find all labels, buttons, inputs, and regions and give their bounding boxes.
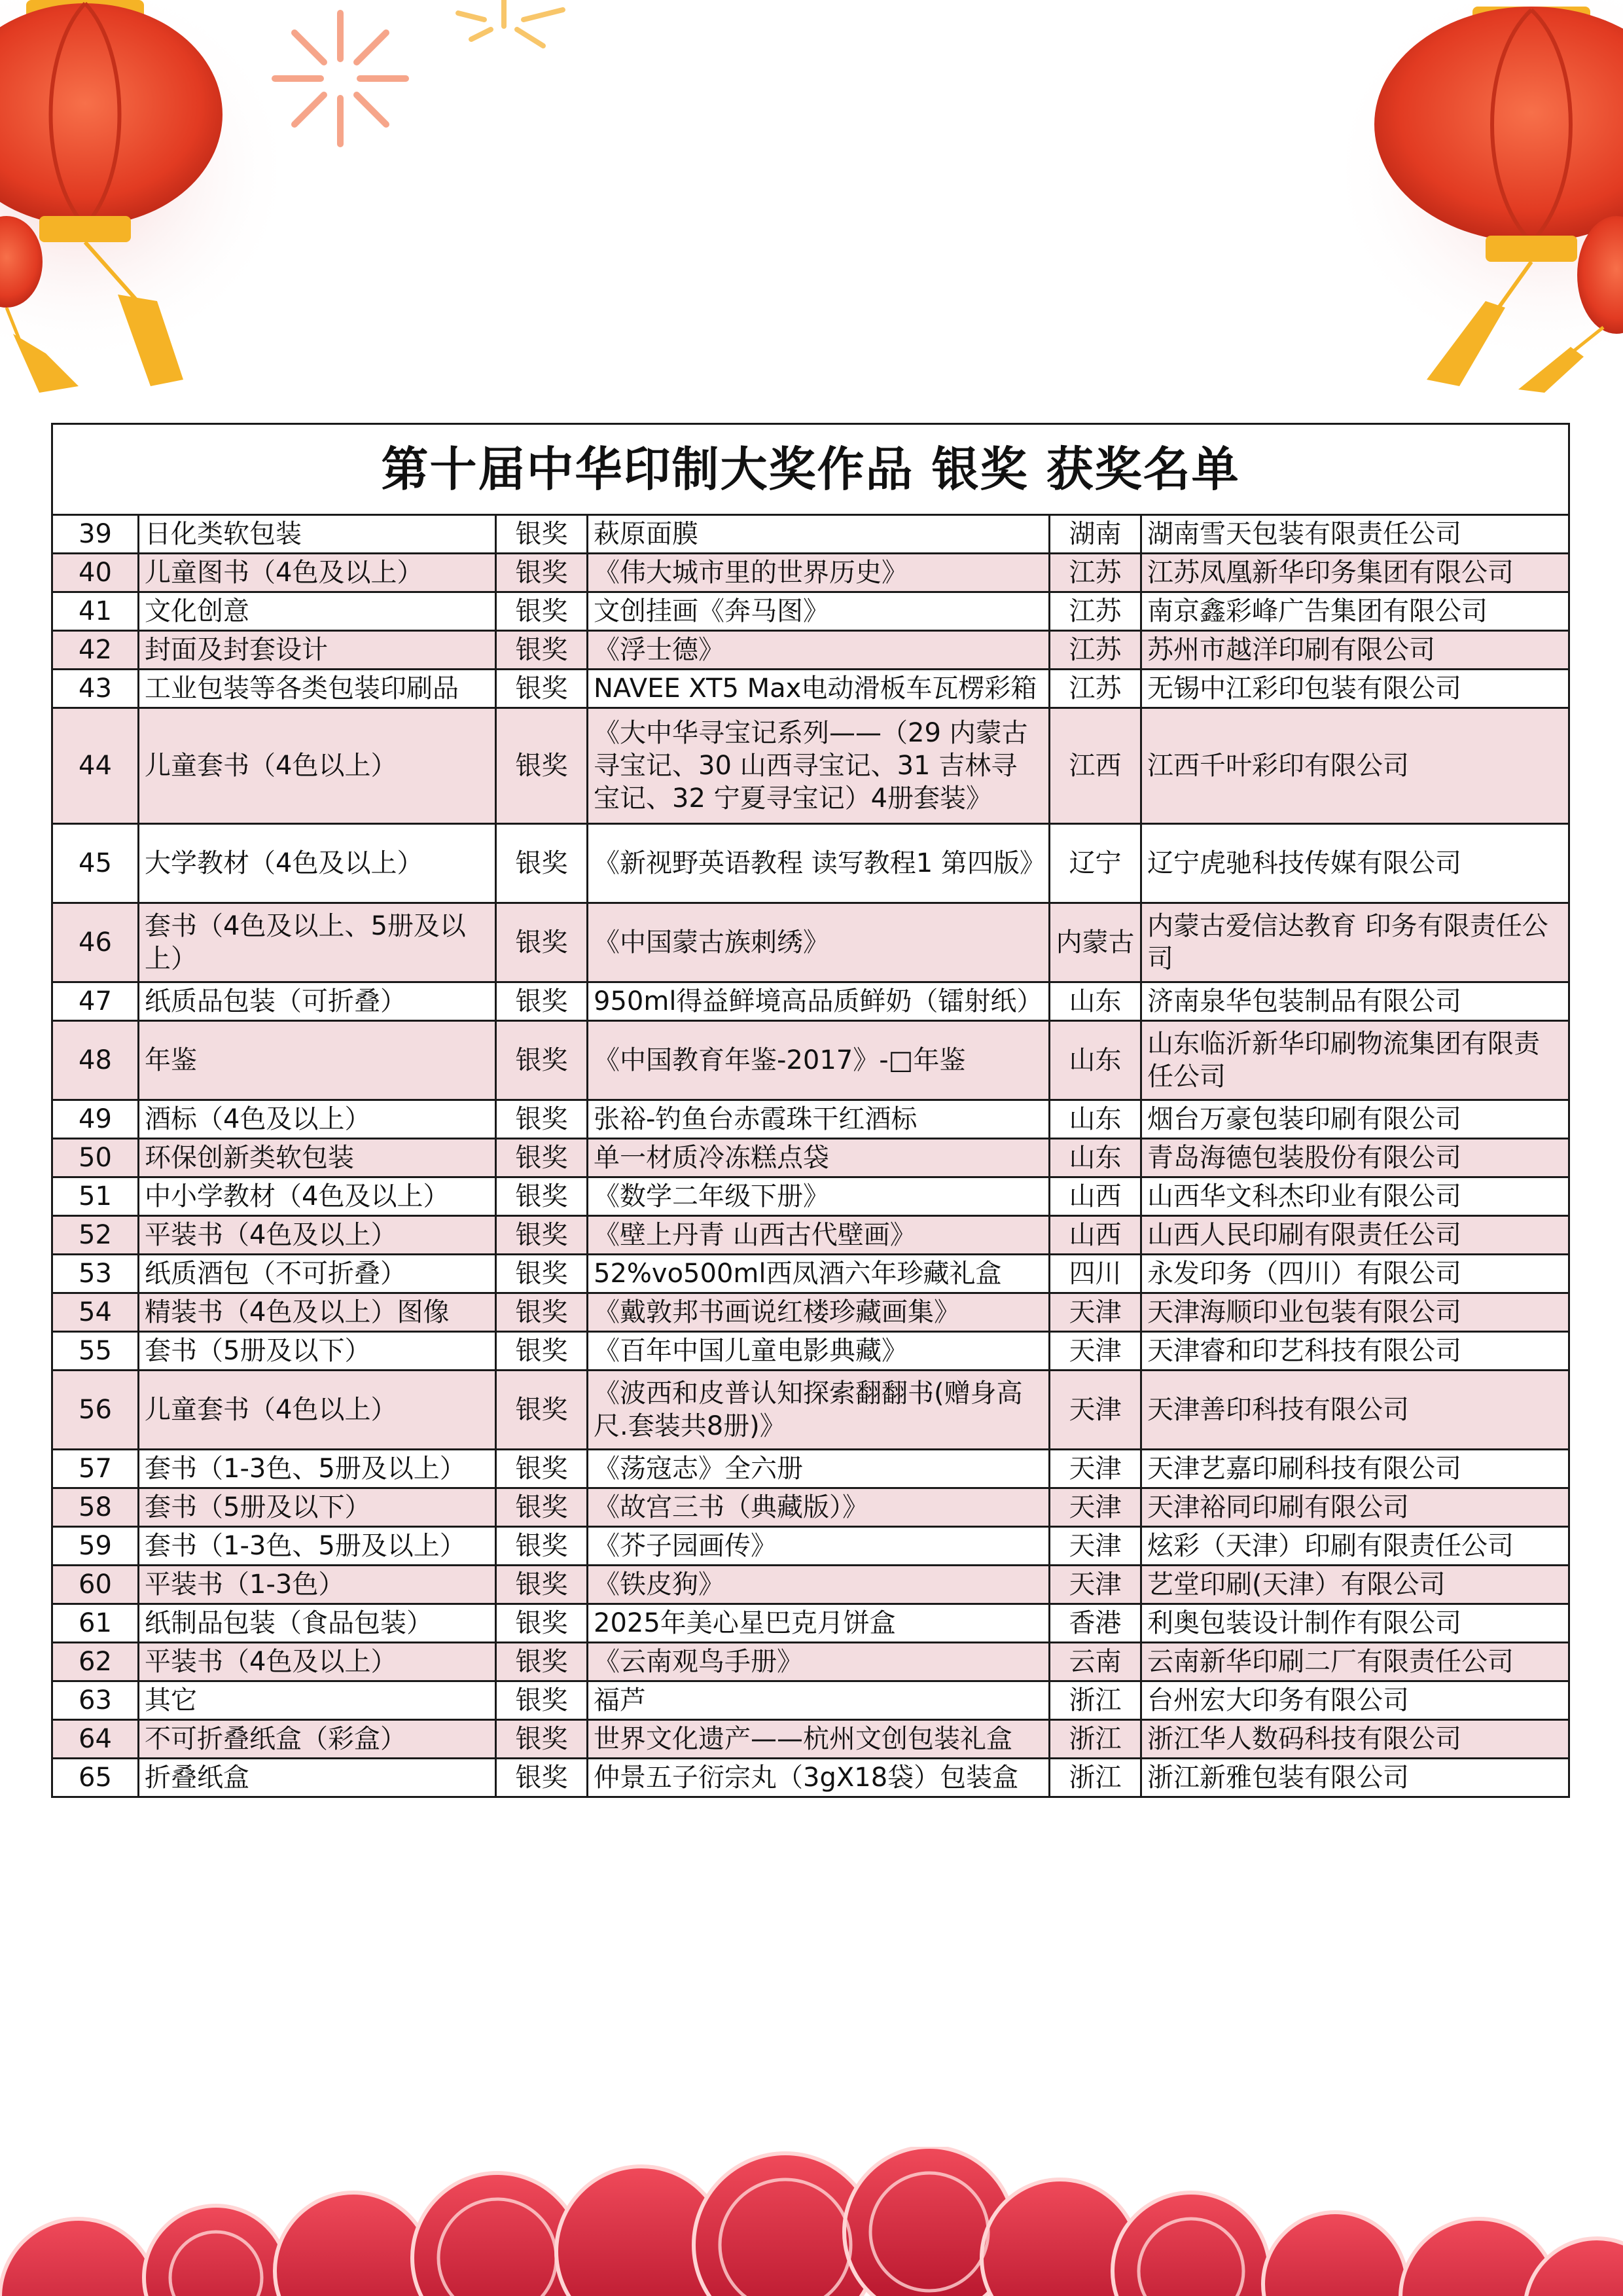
cell-number: 57 <box>52 1450 139 1488</box>
cell-award: 银奖 <box>496 982 588 1021</box>
cell-work: 950ml得益鲜境高品质鲜奶（镭射纸） <box>588 982 1050 1021</box>
bottom-cloud-decoration <box>0 2147 1623 2296</box>
cell-category: 平装书（4色及以上） <box>139 1216 496 1255</box>
cell-company: 无锡中江彩印包装有限公司 <box>1141 670 1569 708</box>
table-row <box>52 1177 1569 1216</box>
cell-company: 辽宁虎驰科技传媒有限公司 <box>1141 824 1569 903</box>
table-row <box>52 824 1569 903</box>
cell-award: 银奖 <box>496 670 588 708</box>
cell-region: 天津 <box>1050 1566 1141 1604</box>
award-table <box>51 423 1570 1798</box>
cell-number: 51 <box>52 1177 139 1216</box>
table-row <box>52 515 1569 554</box>
cell-category: 纸质品包装（可折叠） <box>139 982 496 1021</box>
cell-award: 银奖 <box>496 1216 588 1255</box>
cell-region: 四川 <box>1050 1255 1141 1293</box>
cell-award: 银奖 <box>496 1643 588 1681</box>
cell-work: 《数学二年级下册》 <box>588 1177 1050 1216</box>
cell-company: 浙江新雅包装有限公司 <box>1141 1759 1569 1797</box>
cell-company: 艺堂印刷(天津）有限公司 <box>1141 1566 1569 1604</box>
cell-work: 单一材质冷冻糕点袋 <box>588 1139 1050 1177</box>
cell-region: 江苏 <box>1050 554 1141 592</box>
cell-award: 银奖 <box>496 515 588 554</box>
cell-region: 山西 <box>1050 1177 1141 1216</box>
cell-region: 浙江 <box>1050 1681 1141 1720</box>
cell-company: 内蒙古爱信达教育 印务有限责任公司 <box>1141 903 1569 982</box>
table-row <box>52 1255 1569 1293</box>
table-row <box>52 982 1569 1021</box>
cell-category: 套书（5册及以下） <box>139 1488 496 1527</box>
cell-category: 儿童套书（4色以上） <box>139 1371 496 1450</box>
cell-work: 《新视野英语教程 读写教程1 第四版》 <box>588 824 1050 903</box>
table-row <box>52 1488 1569 1527</box>
cell-category: 封面及封套设计 <box>139 631 496 670</box>
cell-category: 其它 <box>139 1681 496 1720</box>
cell-company: 苏州市越洋印刷有限公司 <box>1141 631 1569 670</box>
cell-number: 54 <box>52 1293 139 1332</box>
cell-number: 52 <box>52 1216 139 1255</box>
cell-award: 银奖 <box>496 1566 588 1604</box>
cell-category: 年鉴 <box>139 1021 496 1100</box>
cell-company: 云南新华印刷二厂有限责任公司 <box>1141 1643 1569 1681</box>
cloud-icon <box>0 2147 1623 2296</box>
cell-work: 萩原面膜 <box>588 515 1050 554</box>
cell-region: 天津 <box>1050 1332 1141 1371</box>
cell-work: 文创挂画《奔马图》 <box>588 592 1050 631</box>
cell-company: 青岛海德包装股份有限公司 <box>1141 1139 1569 1177</box>
cell-work: NAVEE XT5 Max电动滑板车瓦楞彩箱 <box>588 670 1050 708</box>
cell-company: 山东临沂新华印刷物流集团有限责任公司 <box>1141 1021 1569 1100</box>
cell-number: 49 <box>52 1100 139 1139</box>
cell-work: 世界文化遗产——杭州文创包装礼盒 <box>588 1720 1050 1759</box>
cell-category: 日化类软包装 <box>139 515 496 554</box>
cell-region: 江苏 <box>1050 670 1141 708</box>
table-row <box>52 1759 1569 1797</box>
cell-category: 大学教材（4色及以上） <box>139 824 496 903</box>
cell-work: 《铁皮狗》 <box>588 1566 1050 1604</box>
cell-work: 《芥子园画传》 <box>588 1527 1050 1566</box>
cell-award: 银奖 <box>496 1100 588 1139</box>
cell-number: 65 <box>52 1759 139 1797</box>
cell-region: 湖南 <box>1050 515 1141 554</box>
cell-award: 银奖 <box>496 1681 588 1720</box>
cell-work: 《百年中国儿童电影典藏》 <box>588 1332 1050 1371</box>
cell-category: 文化创意 <box>139 592 496 631</box>
cell-company: 天津善印科技有限公司 <box>1141 1371 1569 1450</box>
cell-award: 银奖 <box>496 1488 588 1527</box>
table-row <box>52 1527 1569 1566</box>
cell-work: 《大中华寻宝记系列——（29 内蒙古寻宝记、30 山西寻宝记、31 吉林寻宝记、32 宁夏寻宝记）4册套装》 <box>588 708 1050 824</box>
cell-category: 纸质酒包（不可折叠） <box>139 1255 496 1293</box>
cell-number: 47 <box>52 982 139 1021</box>
cell-company: 天津裕同印刷有限公司 <box>1141 1488 1569 1527</box>
cell-award: 银奖 <box>496 1527 588 1566</box>
cell-region: 山东 <box>1050 1100 1141 1139</box>
cell-region: 天津 <box>1050 1527 1141 1566</box>
cell-region: 山东 <box>1050 1139 1141 1177</box>
cell-award: 银奖 <box>496 631 588 670</box>
cell-work: 仲景五子衍宗丸（3gX18袋）包装盒 <box>588 1759 1050 1797</box>
cell-company: 南京鑫彩峰广告集团有限公司 <box>1141 592 1569 631</box>
cell-region: 浙江 <box>1050 1759 1141 1797</box>
cell-region: 江苏 <box>1050 631 1141 670</box>
cell-category: 酒标（4色及以上） <box>139 1100 496 1139</box>
firework-icon <box>458 0 563 46</box>
cell-category: 儿童套书（4色以上） <box>139 708 496 824</box>
table-row <box>52 1139 1569 1177</box>
table-row <box>52 670 1569 708</box>
cell-award: 银奖 <box>496 1371 588 1450</box>
cell-number: 46 <box>52 903 139 982</box>
cell-category: 套书（1-3色、5册及以上） <box>139 1527 496 1566</box>
cell-company: 烟台万豪包装印刷有限公司 <box>1141 1100 1569 1139</box>
cell-company: 湖南雪天包装有限责任公司 <box>1141 515 1569 554</box>
cell-award: 银奖 <box>496 554 588 592</box>
cell-work: 《伟大城市里的世界历史》 <box>588 554 1050 592</box>
cell-number: 41 <box>52 592 139 631</box>
cell-number: 53 <box>52 1255 139 1293</box>
cell-category: 精装书（4色及以上）图像 <box>139 1293 496 1332</box>
cell-award: 银奖 <box>496 903 588 982</box>
cell-region: 天津 <box>1050 1371 1141 1450</box>
cell-number: 61 <box>52 1604 139 1643</box>
table-row <box>52 1681 1569 1720</box>
cell-region: 天津 <box>1050 1488 1141 1527</box>
cell-company: 炫彩（天津）印刷有限责任公司 <box>1141 1527 1569 1566</box>
cell-work: 《戴敦邦书画说红楼珍藏画集》 <box>588 1293 1050 1332</box>
cell-company: 山西华文科杰印业有限公司 <box>1141 1177 1569 1216</box>
cell-award: 银奖 <box>496 708 588 824</box>
cell-work: 张裕-钓鱼台赤霞珠干红酒标 <box>588 1100 1050 1139</box>
table-row <box>52 1720 1569 1759</box>
cell-category: 环保创新类软包装 <box>139 1139 496 1177</box>
table-row <box>52 1604 1569 1643</box>
cell-company: 江苏凤凰新华印务集团有限公司 <box>1141 554 1569 592</box>
cell-region: 辽宁 <box>1050 824 1141 903</box>
cell-work: 《中国蒙古族刺绣》 <box>588 903 1050 982</box>
top-lantern-decoration <box>0 0 1623 419</box>
table-row <box>52 592 1569 631</box>
cell-company: 浙江华人数码科技有限公司 <box>1141 1720 1569 1759</box>
cell-number: 45 <box>52 824 139 903</box>
cell-region: 内蒙古 <box>1050 903 1141 982</box>
cell-work: 《故宫三书（典藏版）》 <box>588 1488 1050 1527</box>
table-row <box>52 631 1569 670</box>
table-row <box>52 1450 1569 1488</box>
cell-award: 银奖 <box>496 1021 588 1100</box>
cell-category: 平装书（4色及以上） <box>139 1643 496 1681</box>
table-row <box>52 1643 1569 1681</box>
cell-work: 《壁上丹青 山西古代壁画》 <box>588 1216 1050 1255</box>
cell-region: 云南 <box>1050 1643 1141 1681</box>
cell-company: 山西人民印刷有限责任公司 <box>1141 1216 1569 1255</box>
cell-category: 套书（1-3色、5册及以上） <box>139 1450 496 1488</box>
cell-region: 山西 <box>1050 1216 1141 1255</box>
cell-number: 60 <box>52 1566 139 1604</box>
cell-category: 纸制品包装（食品包装） <box>139 1604 496 1643</box>
cell-award: 银奖 <box>496 824 588 903</box>
cell-company: 天津睿和印艺科技有限公司 <box>1141 1332 1569 1371</box>
cell-work: 《荡寇志》全六册 <box>588 1450 1050 1488</box>
cell-category: 套书（4色及以上、5册及以上） <box>139 903 496 982</box>
cell-number: 64 <box>52 1720 139 1759</box>
cell-award: 银奖 <box>496 1293 588 1332</box>
cell-award: 银奖 <box>496 1720 588 1759</box>
cell-region: 香港 <box>1050 1604 1141 1643</box>
cell-number: 55 <box>52 1332 139 1371</box>
cell-number: 39 <box>52 515 139 554</box>
cell-company: 天津海顺印业包装有限公司 <box>1141 1293 1569 1332</box>
cell-award: 银奖 <box>496 1450 588 1488</box>
cell-region: 山东 <box>1050 1021 1141 1100</box>
cell-category: 儿童图书（4色及以上） <box>139 554 496 592</box>
table-row <box>52 1566 1569 1604</box>
cell-number: 43 <box>52 670 139 708</box>
cell-company: 永发印务（四川）有限公司 <box>1141 1255 1569 1293</box>
cell-number: 48 <box>52 1021 139 1100</box>
page-title: 第十届中华印制大奖作品 银奖 获奖名单 <box>52 424 1569 515</box>
cell-work: 《浮士德》 <box>588 631 1050 670</box>
cell-category: 中小学教材（4色及以上） <box>139 1177 496 1216</box>
cell-award: 银奖 <box>496 1332 588 1371</box>
cell-number: 62 <box>52 1643 139 1681</box>
cell-category: 折叠纸盒 <box>139 1759 496 1797</box>
table-row <box>52 1371 1569 1450</box>
cell-company: 济南泉华包装制品有限公司 <box>1141 982 1569 1021</box>
cell-award: 银奖 <box>496 1177 588 1216</box>
cell-work: 《云南观鸟手册》 <box>588 1643 1050 1681</box>
cell-number: 56 <box>52 1371 139 1450</box>
cell-category: 套书（5册及以下） <box>139 1332 496 1371</box>
table-row <box>52 1332 1569 1371</box>
table-row <box>52 708 1569 824</box>
table-row <box>52 1100 1569 1139</box>
cell-region: 山东 <box>1050 982 1141 1021</box>
cell-company: 台州宏大印务有限公司 <box>1141 1681 1569 1720</box>
cell-region: 浙江 <box>1050 1720 1141 1759</box>
cell-region: 天津 <box>1050 1450 1141 1488</box>
cell-award: 银奖 <box>496 1139 588 1177</box>
cell-work: 52%vo500ml西凤酒六年珍藏礼盒 <box>588 1255 1050 1293</box>
cell-number: 42 <box>52 631 139 670</box>
cell-category: 不可折叠纸盒（彩盒） <box>139 1720 496 1759</box>
cell-award: 银奖 <box>496 1255 588 1293</box>
cell-work: 《波西和皮普认知探索翻翻书(赠身高尺.套装共8册)》 <box>588 1371 1050 1450</box>
cell-award: 银奖 <box>496 1604 588 1643</box>
cell-category: 工业包装等各类包装印刷品 <box>139 670 496 708</box>
cell-work: 2025年美心星巴克月饼盒 <box>588 1604 1050 1643</box>
cell-company: 利奥包装设计制作有限公司 <box>1141 1604 1569 1643</box>
cell-company: 江西千叶彩印有限公司 <box>1141 708 1569 824</box>
firework-icon <box>275 13 406 144</box>
table-body <box>52 515 1569 1797</box>
table-row <box>52 1021 1569 1100</box>
cell-region: 天津 <box>1050 1293 1141 1332</box>
cell-company: 天津艺嘉印刷科技有限公司 <box>1141 1450 1569 1488</box>
cell-number: 40 <box>52 554 139 592</box>
cell-number: 44 <box>52 708 139 824</box>
cell-region: 江苏 <box>1050 592 1141 631</box>
cell-award: 银奖 <box>496 592 588 631</box>
cell-number: 58 <box>52 1488 139 1527</box>
cell-number: 50 <box>52 1139 139 1177</box>
table-row <box>52 903 1569 982</box>
table-row <box>52 1293 1569 1332</box>
cell-number: 63 <box>52 1681 139 1720</box>
cell-category: 平装书（1-3色） <box>139 1566 496 1604</box>
cell-award: 银奖 <box>496 1759 588 1797</box>
cell-work: 《中国教育年鉴-2017》-□年鉴 <box>588 1021 1050 1100</box>
table-row <box>52 1216 1569 1255</box>
cell-number: 59 <box>52 1527 139 1566</box>
cell-work: 福芦 <box>588 1681 1050 1720</box>
table-row <box>52 554 1569 592</box>
cell-region: 江西 <box>1050 708 1141 824</box>
